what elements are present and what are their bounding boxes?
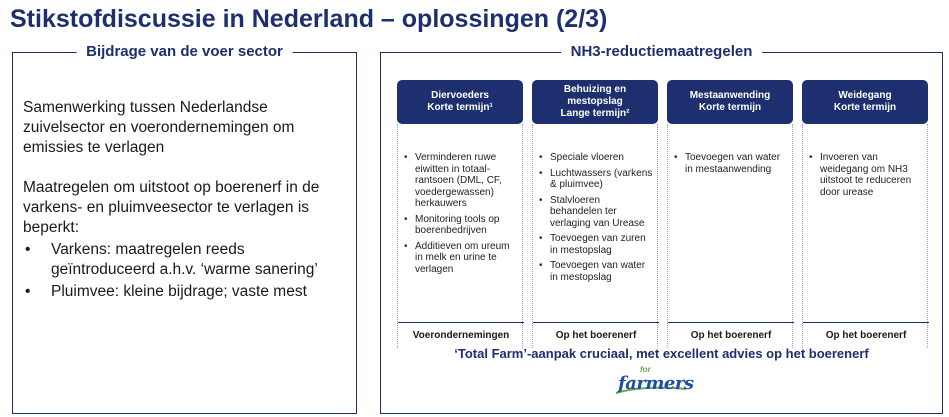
list-item: • Invoeren van weidegang om NH3 uitstoot te reduceren door urease [809, 152, 925, 198]
nh3-measures-heading: NH3-reductiemaatregelen [561, 43, 763, 60]
cooperation-paragraph: Samenwerking tussen Nederlandse zuivelsector en voerondernemingen om emissies te verlagen [23, 99, 295, 156]
column-term: Korte termijn¹ [427, 102, 493, 113]
column-body [397, 124, 523, 348]
column-footer: Op het boerenerf [533, 322, 659, 348]
column-header [802, 80, 928, 124]
poultry-bullet: • Pluimvee: kleine bijdrage; vaste mest [23, 282, 353, 302]
column-title: Diervoeders [431, 90, 489, 101]
measure-list [803, 124, 927, 198]
list-item: • Additieven om ureum in melk en urine te verlagen [404, 241, 520, 276]
column-grazing [802, 80, 928, 348]
column-header [397, 80, 523, 124]
list-item: • Stalvloeren behandelen ter verlaging van Urease [539, 195, 655, 230]
measures-paragraph: Maatregelen om uitstoot op boerenerf in de varkens- en pluimveesector te verlagen is beperkt: [23, 179, 320, 236]
column-footer: Voerondernemingen [398, 322, 524, 348]
slide-title: Stikstofdiscussie in Nederland – oplossingen (2/3) [10, 5, 608, 33]
column-term: Lange termijn² [560, 108, 630, 119]
column-body [802, 124, 928, 348]
for-farmers-logo [614, 367, 694, 399]
list-item: • Verminderen ruwe eiwitten in totaal-rantsoen (DML, CF, voedergewassen) herkauwers [404, 152, 520, 210]
column-title: Mestaanwending [689, 90, 771, 101]
column-footer: Op het boerenerf [668, 322, 794, 348]
nh3-measures-panel [380, 43, 943, 414]
feed-sector-content [23, 98, 353, 302]
column-footer: Op het boerenerf [803, 322, 929, 348]
column-body [667, 124, 793, 348]
list-item: • Speciale vloeren [539, 152, 655, 164]
column-term: Korte termijn [833, 102, 897, 113]
sector-bullet-list [23, 240, 353, 302]
measure-list [533, 124, 657, 283]
feed-sector-heading: Bijdrage van de voer sector [76, 43, 293, 60]
column-body [532, 124, 658, 348]
column-header [532, 80, 658, 124]
logo-small-text: for [640, 365, 651, 374]
column-animal-feed [397, 80, 523, 348]
total-farm-statement: ‘Total Farm’-aanpak cruciaal, met excellent advies op het boerenerf [454, 346, 869, 361]
measure-list [398, 124, 522, 275]
list-item: • Monitoring tools op boerenbedrijven [404, 214, 520, 237]
pigs-bullet: • Varkens: maatregelen reeds geïntroduceerd a.h.v. ‘warme sanering’ [23, 240, 353, 280]
list-item: • Toevoegen van water in mestaanwending [674, 152, 790, 175]
column-term: Korte termijn [698, 102, 762, 113]
list-item: • Toevoegen van water in mestopslag [539, 260, 655, 283]
feed-sector-panel [12, 43, 357, 414]
column-title: Weidegang [838, 90, 892, 101]
measure-list [668, 124, 792, 175]
column-housing-storage [532, 80, 658, 348]
logo-main-text: farmers [618, 373, 694, 394]
column-header [667, 80, 793, 124]
column-title: Behuizing en mestopslag [563, 84, 627, 107]
column-manure-application [667, 80, 793, 348]
list-item: • Luchtwassers (varkens & pluimvee) [539, 168, 655, 191]
list-item: • Toevoegen van zuren in mestopslag [539, 233, 655, 256]
